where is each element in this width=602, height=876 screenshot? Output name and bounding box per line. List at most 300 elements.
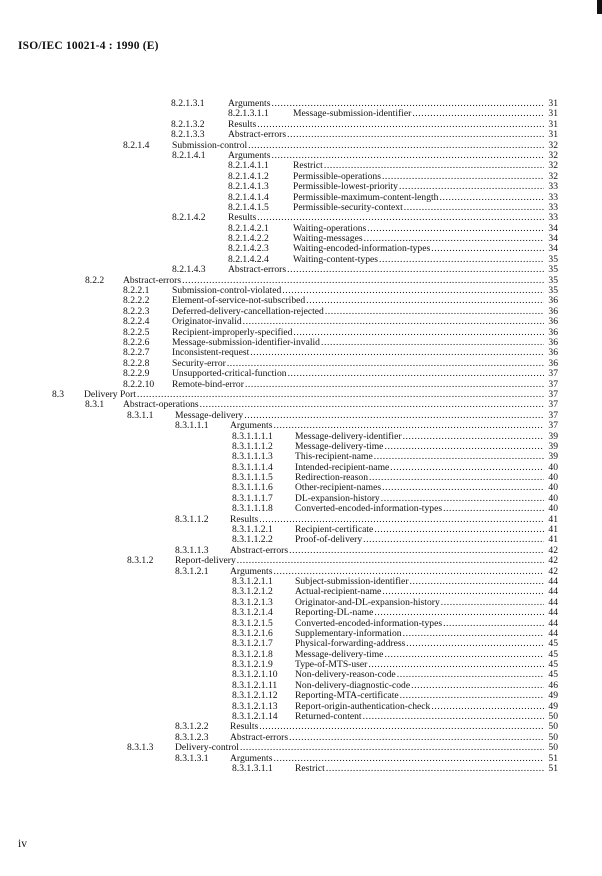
toc-entry (0, 670, 602, 680)
toc-entry (0, 754, 602, 764)
leader-dots (374, 452, 544, 462)
toc-entry-title: Arguments (230, 753, 273, 764)
toc-entry-number: 8.3.1.2.1.5 (232, 617, 273, 629)
toc-entry (0, 743, 602, 753)
toc-entry-title-wrap (295, 442, 558, 452)
toc-entry-page: 49 (548, 700, 558, 712)
toc-entry-page: 33 (548, 181, 558, 193)
toc-entry-title-wrap (295, 670, 558, 680)
toc-entry-page: 42 (548, 565, 558, 577)
toc-entry-title: Element-of-service-not-subscribed (172, 296, 306, 307)
leader-dots (248, 141, 544, 151)
toc-entry-number: 8.3.1.1.1.8 (232, 503, 273, 515)
toc-entry-title: Message-delivery-time (295, 649, 384, 660)
toc-entry-page: 36 (548, 336, 558, 348)
toc-entry-number: 8.3.1.1.1.7 (232, 492, 273, 504)
toc-entry-page: 37 (548, 388, 558, 400)
toc-entry (0, 234, 602, 244)
toc-entry-page: 34 (548, 233, 558, 245)
toc-entry-number: 8.2.1.4 (123, 139, 150, 151)
toc-entry-page: 46 (548, 679, 558, 691)
toc-entry-number: 8.3.1.3.1 (175, 752, 209, 764)
toc-entry-title: Returned-content (295, 712, 362, 723)
toc-entry-title: Intended-recipient-name (295, 462, 390, 473)
toc-entry-title: Message-submission-identifier-invalid (172, 337, 320, 348)
toc-entry-title: Inconsistent-request (172, 348, 250, 359)
toc-entry (0, 587, 602, 597)
toc-entry-number: 8.3.1.1.1 (175, 420, 209, 432)
toc-entry-number: 8.3.1.2.1.4 (232, 607, 273, 619)
toc-entry-title: Restrict (295, 764, 325, 774)
leader-dots (259, 515, 544, 525)
leader-dots (273, 754, 544, 764)
toc-entry-number: 8.3.1.2.1.1 (232, 575, 273, 587)
toc-entry-title: Message-delivery-time (295, 441, 384, 452)
toc-entry-title-wrap (293, 203, 558, 213)
leader-dots (441, 598, 544, 608)
toc-entry-page: 31 (548, 129, 558, 141)
toc-entry (0, 348, 602, 358)
toc-entry-title: Non-delivery-diagnostic-code (295, 680, 411, 691)
toc-entry-title-wrap (295, 650, 558, 660)
leader-dots (321, 338, 544, 348)
toc-entry-title-wrap (295, 681, 558, 691)
toc-entry-number: 8.2.2.8 (123, 357, 150, 369)
toc-entry-number: 8.3.1.2.1.11 (232, 679, 278, 691)
toc-entry-title: Message-submission-identifier (293, 109, 412, 120)
toc-entry (0, 525, 602, 535)
toc-entry-title: Redirection-reason (295, 473, 368, 484)
leader-dots (384, 442, 544, 452)
toc-entry-number: 8.2.1.4.1 (172, 149, 206, 161)
toc-entry-title-wrap (295, 702, 558, 712)
toc-entry-number: 8.3.1.1.2.1 (232, 524, 273, 536)
toc-entry-page: 37 (548, 420, 558, 432)
toc-entry-title-wrap (172, 328, 558, 338)
toc-entry-page: 32 (548, 160, 558, 172)
toc-entry-title: Security-error (172, 358, 226, 369)
toc-entry-number: 8.2.2.6 (123, 336, 150, 348)
toc-entry-number: 8.3.1.1.1.2 (232, 440, 273, 452)
toc-entry-page: 41 (548, 524, 558, 536)
toc-entry (0, 255, 602, 265)
toc-entry-page: 40 (548, 472, 558, 484)
leader-dots (399, 182, 544, 192)
toc-entry-title: Reporting-MTA-certificate (295, 691, 399, 702)
toc-entry (0, 286, 602, 296)
toc-entry-title: DL-expansion-history (295, 493, 380, 504)
toc-entry-title: Results (228, 119, 257, 130)
toc-entry (0, 712, 602, 722)
leader-dots (369, 473, 544, 483)
toc-entry (0, 515, 602, 525)
toc-entry-number: 8.2.1.4.2 (172, 212, 206, 224)
toc-entry (0, 494, 602, 504)
toc-entry-number: 8.2.1.4.1.3 (228, 181, 269, 193)
toc-entry-title: Converted-encoded-information-types (295, 618, 443, 629)
toc-entry-page: 39 (548, 430, 558, 442)
toc-entry-number: 8.2.2.9 (123, 368, 150, 380)
toc-entry-title-wrap (172, 286, 558, 296)
toc-entry (0, 598, 602, 608)
toc-entry-number: 8.2.1.4.1.1 (228, 160, 269, 172)
toc-entry-number: 8.2.1.4.1.5 (228, 201, 269, 213)
leader-dots (382, 587, 544, 597)
toc-entry-page: 35 (548, 285, 558, 297)
toc-entry-title-wrap (293, 172, 558, 182)
toc-entry-title: Originator-invalid (172, 317, 242, 328)
toc-entry-number: 8.2.1.3.2 (171, 118, 205, 130)
toc-entry-number: 8.2.1.3.1.1 (228, 108, 269, 120)
toc-entry-title: Reporting-DL-name (295, 608, 374, 619)
toc-entry-number: 8.3.1.2.1.14 (232, 711, 278, 723)
toc-entry-page: 40 (548, 461, 558, 473)
toc-entry-number: 8.3.1.2.1.9 (232, 659, 273, 671)
toc-entry-title: Arguments (230, 566, 273, 577)
toc-entry-title-wrap (295, 598, 558, 608)
toc-entry-page: 44 (548, 575, 558, 587)
leader-dots (381, 494, 544, 504)
toc-entry (0, 546, 602, 556)
leader-dots (282, 286, 544, 296)
toc-entry-title-wrap (172, 359, 558, 369)
toc-entry-page: 32 (548, 149, 558, 161)
toc-entry-title: Originator-and-DL-expansion-history (295, 597, 440, 608)
toc-entry (0, 619, 602, 629)
leader-dots (431, 244, 544, 254)
toc-entry (0, 442, 602, 452)
page-edge-mark (597, 0, 602, 14)
toc-entry (0, 151, 602, 161)
leader-dots (240, 743, 544, 753)
toc-entry (0, 629, 602, 639)
toc-entry (0, 296, 602, 306)
toc-entry-number: 8.3.1.3 (127, 742, 154, 754)
toc-entry-title-wrap (295, 764, 558, 774)
toc-entry-number: 8.2.1.4.2.2 (228, 233, 269, 245)
toc-entry-number: 8.3.1.2.1.2 (232, 586, 273, 598)
toc-entry-number: 8.2.1.4.1.4 (228, 191, 269, 203)
toc-entry-title: Report-origin-authentication-check (295, 701, 431, 712)
toc-entry (0, 328, 602, 338)
toc-entry-title: Abstract-operations (123, 400, 199, 411)
leader-dots (273, 567, 544, 577)
toc-entry (0, 400, 602, 410)
toc-entry-number: 8.2.1.4.2.1 (228, 222, 269, 234)
leader-dots (379, 255, 544, 265)
toc-entry-title-wrap (175, 743, 558, 753)
leader-dots (200, 400, 544, 410)
toc-entry-title-wrap (295, 619, 558, 629)
toc-entry-page: 45 (548, 669, 558, 681)
toc-entry-number: 8.2.2.7 (123, 347, 150, 359)
toc-entry-title-wrap (172, 348, 558, 358)
toc-entry (0, 660, 602, 670)
toc-entry-page: 42 (548, 555, 558, 567)
toc-entry-number: 8.2.2.3 (123, 305, 150, 317)
leader-dots (182, 276, 544, 286)
toc-entry-title-wrap (123, 400, 558, 410)
leader-dots (363, 535, 544, 545)
toc-entry-title: Unsupported-critical-function (172, 369, 287, 380)
toc-entry (0, 567, 602, 577)
toc-entry-page: 45 (548, 659, 558, 671)
toc-entry-number: 8.2.2.5 (123, 326, 150, 338)
toc-entry-page: 44 (548, 596, 558, 608)
toc-entry (0, 276, 602, 286)
toc-entry-title-wrap (175, 411, 558, 421)
leader-dots (404, 203, 544, 213)
toc-entry-number: 8.2.2.2 (123, 295, 150, 307)
toc-entry-number: 8.2.1.4.3 (172, 264, 206, 276)
leader-dots (287, 265, 544, 275)
toc-entry-number: 8.2.2.10 (123, 378, 155, 390)
toc-entry (0, 141, 602, 151)
toc-entry-page: 50 (548, 721, 558, 733)
leader-dots (237, 556, 544, 566)
leader-dots (439, 193, 544, 203)
toc-entry (0, 702, 602, 712)
leader-dots (326, 764, 544, 774)
toc-entry-page: 39 (548, 451, 558, 463)
toc-entry-number: 8.3.1.2.1.6 (232, 627, 273, 639)
toc-entry-title: Actual-recipient-name (295, 587, 382, 598)
toc-entry-title-wrap (293, 193, 558, 203)
leader-dots (227, 359, 544, 369)
leader-dots (403, 629, 544, 639)
leader-dots (324, 161, 544, 171)
toc-entry-number: 8.2.1.4.1.2 (228, 170, 269, 182)
toc-entry-number: 8.3.1.2 (127, 555, 154, 567)
toc-entry-number: 8.3.1.2.3 (175, 731, 209, 743)
toc-entry (0, 608, 602, 618)
toc-entry-page: 44 (548, 607, 558, 619)
leader-dots (273, 421, 544, 431)
toc-entry-title: Supplementary-information (295, 628, 402, 639)
toc-entry-page: 36 (548, 357, 558, 369)
leader-dots (382, 483, 544, 493)
toc-entry-title-wrap (295, 452, 558, 462)
toc-entry-title-wrap (84, 390, 558, 400)
toc-entry-page: 51 (548, 763, 558, 774)
toc-entry-title: Converted-encoded-information-types (295, 504, 443, 515)
toc-entry-title-wrap (293, 224, 558, 234)
toc-entry-title-wrap (230, 567, 558, 577)
toc-entry-page: 31 (548, 118, 558, 130)
toc-entry (0, 224, 602, 234)
toc-entry-title-wrap (293, 182, 558, 192)
toc-entry-page: 44 (548, 627, 558, 639)
toc-entry-title-wrap (295, 494, 558, 504)
toc-entry-page: 32 (548, 139, 558, 151)
leader-dots (257, 120, 544, 130)
toc-entry-title: Permissible-lowest-priority (293, 182, 398, 193)
toc-entry-title-wrap (172, 317, 558, 327)
toc-entry-number: 8.3.1.2.2 (175, 721, 209, 733)
toc-entry-title: This-recipient-name (295, 452, 373, 463)
toc-entry (0, 733, 602, 743)
toc-entry-title-wrap (295, 691, 558, 701)
toc-entry (0, 193, 602, 203)
toc-entry-title-wrap (295, 483, 558, 493)
toc-entry-title: Report-delivery (175, 556, 236, 567)
toc-entry-page: 33 (548, 201, 558, 213)
toc-entry-title: Message-delivery (175, 410, 244, 421)
toc-entry-page: 37 (548, 368, 558, 380)
toc-entry-title-wrap (172, 369, 558, 379)
toc-entry-title-wrap (228, 265, 558, 275)
toc-entry-title-wrap (295, 504, 558, 514)
toc-entry-page: 44 (548, 617, 558, 629)
toc-entry-page: 44 (548, 586, 558, 598)
toc-entry (0, 109, 602, 119)
toc-entry (0, 307, 602, 317)
toc-entry-page: 34 (548, 222, 558, 234)
toc-entry-title: Arguments (228, 150, 271, 161)
toc-entry-number: 8.2.2 (85, 274, 105, 286)
toc-entry-number: 8.3.1.2.1.3 (232, 596, 273, 608)
document-header: ISO/IEC 10021-4 : 1990 (E) (18, 40, 159, 52)
toc-entry-title: Recipient-certificate (295, 525, 374, 536)
toc-entry-number: 8.2.1.4.2.3 (228, 243, 269, 255)
toc-entry-page: 41 (548, 513, 558, 525)
toc-entry-page: 36 (548, 347, 558, 359)
toc-entry (0, 473, 602, 483)
toc-entry-page: 37 (548, 378, 558, 390)
toc-entry-page: 40 (548, 503, 558, 515)
toc-entry-page: 41 (548, 534, 558, 546)
toc-entry-number: 8.2.2.4 (123, 316, 150, 328)
toc-entry-page: 42 (548, 544, 558, 556)
leader-dots (137, 390, 544, 400)
toc-entry-title: Results (230, 722, 259, 733)
leader-dots (287, 130, 544, 140)
toc-entry-title-wrap (230, 733, 558, 743)
toc-entry-title: Waiting-encoded-information-types (293, 244, 431, 255)
toc-entry-title-wrap (293, 109, 558, 119)
toc-entry-title-wrap (123, 276, 558, 286)
toc-entry-title-wrap (293, 244, 558, 254)
toc-entry (0, 130, 602, 140)
toc-entry (0, 161, 602, 171)
toc-entry (0, 681, 602, 691)
toc-entry-number: 8.3 (52, 388, 64, 400)
toc-entry-page: 33 (548, 191, 558, 203)
toc-entry-title: Restrict (293, 161, 323, 172)
toc-entry-title: Results (228, 213, 257, 224)
toc-entry-number: 8.3.1.2.1.10 (232, 669, 278, 681)
toc-entry-title: Non-delivery-reason-code (295, 670, 396, 681)
toc-entry-title-wrap (230, 421, 558, 431)
toc-entry-title: Permissible-operations (293, 171, 381, 182)
toc-entry-title-wrap (228, 99, 558, 109)
toc-entry (0, 452, 602, 462)
toc-entry-title-wrap (295, 463, 558, 473)
toc-entry (0, 577, 602, 587)
toc-entry-number: 8.3.1.2.1 (175, 565, 209, 577)
leader-dots (412, 109, 544, 119)
leader-dots (245, 380, 544, 390)
leader-dots (368, 660, 544, 670)
toc-entry-page: 36 (548, 326, 558, 338)
toc-entry-number: 8.3.1.2.1.13 (232, 700, 278, 712)
toc-entry-number: 8.3.1.1.1.6 (232, 482, 273, 494)
toc-entry-page: 49 (548, 690, 558, 702)
leader-dots (259, 722, 544, 732)
toc-entry (0, 556, 602, 566)
toc-entry-title-wrap (172, 338, 558, 348)
toc-entry (0, 504, 602, 514)
toc-entry-title-wrap (228, 213, 558, 223)
toc-entry-number: 8.3.1.1.3 (175, 544, 209, 556)
toc-entry-page: 35 (548, 253, 558, 265)
leader-dots (289, 546, 544, 556)
toc-entry-title-wrap (172, 296, 558, 306)
leader-dots (390, 463, 544, 473)
toc-entry-title-wrap (230, 515, 558, 525)
toc-entry-title-wrap (293, 255, 558, 265)
toc-entry (0, 639, 602, 649)
toc-entry-title: Arguments (228, 99, 271, 109)
leader-dots (382, 172, 544, 182)
toc-entry (0, 380, 602, 390)
leader-dots (293, 328, 544, 338)
leader-dots (289, 733, 544, 743)
leader-dots (271, 99, 544, 109)
leader-dots (374, 608, 544, 618)
toc-entry-title-wrap (295, 608, 558, 618)
toc-entry-page: 50 (548, 742, 558, 754)
leader-dots (364, 234, 544, 244)
toc-entry (0, 244, 602, 254)
toc-entry-title: Subject-submission-identifier (295, 576, 409, 587)
leader-dots (363, 712, 544, 722)
toc-entry-title: Waiting-operations (293, 223, 367, 234)
toc-entry-page: 50 (548, 731, 558, 743)
toc-entry-title: Abstract-errors (230, 545, 289, 556)
toc-entry-number: 8.2.1.4.2.4 (228, 253, 269, 265)
toc-entry-title: Abstract-errors (228, 130, 287, 141)
toc-entry-title-wrap (295, 639, 558, 649)
toc-entry-number: 8.3.1.1.1.5 (232, 472, 273, 484)
leader-dots (374, 525, 544, 535)
leader-dots (244, 411, 544, 421)
toc-entry-title-wrap (295, 525, 558, 535)
toc-entry-title-wrap (228, 120, 558, 130)
toc-entry (0, 369, 602, 379)
page-number: iv (18, 838, 27, 850)
toc-entry-title-wrap (230, 546, 558, 556)
toc-entry-page: 36 (548, 295, 558, 307)
leader-dots (250, 348, 544, 358)
toc-entry-title-wrap (295, 712, 558, 722)
leader-dots (443, 504, 544, 514)
toc-entry (0, 483, 602, 493)
toc-entry-title-wrap (175, 556, 558, 566)
toc-entry-number: 8.3.1.2.1.12 (232, 690, 278, 702)
toc-entry-title: Permissible-security-context (293, 202, 403, 213)
toc-entry-page: 31 (548, 108, 558, 120)
toc-entry-title-wrap (228, 130, 558, 140)
toc-entry-number: 8.2.2.1 (123, 285, 150, 297)
toc-entry-title-wrap (295, 473, 558, 483)
toc-entry-page: 50 (548, 711, 558, 723)
toc-entry-page: 36 (548, 305, 558, 317)
toc-entry-number: 8.3.1.1 (127, 409, 154, 421)
leader-dots (406, 639, 544, 649)
leader-dots (397, 670, 544, 680)
toc-entry-title-wrap (295, 660, 558, 670)
